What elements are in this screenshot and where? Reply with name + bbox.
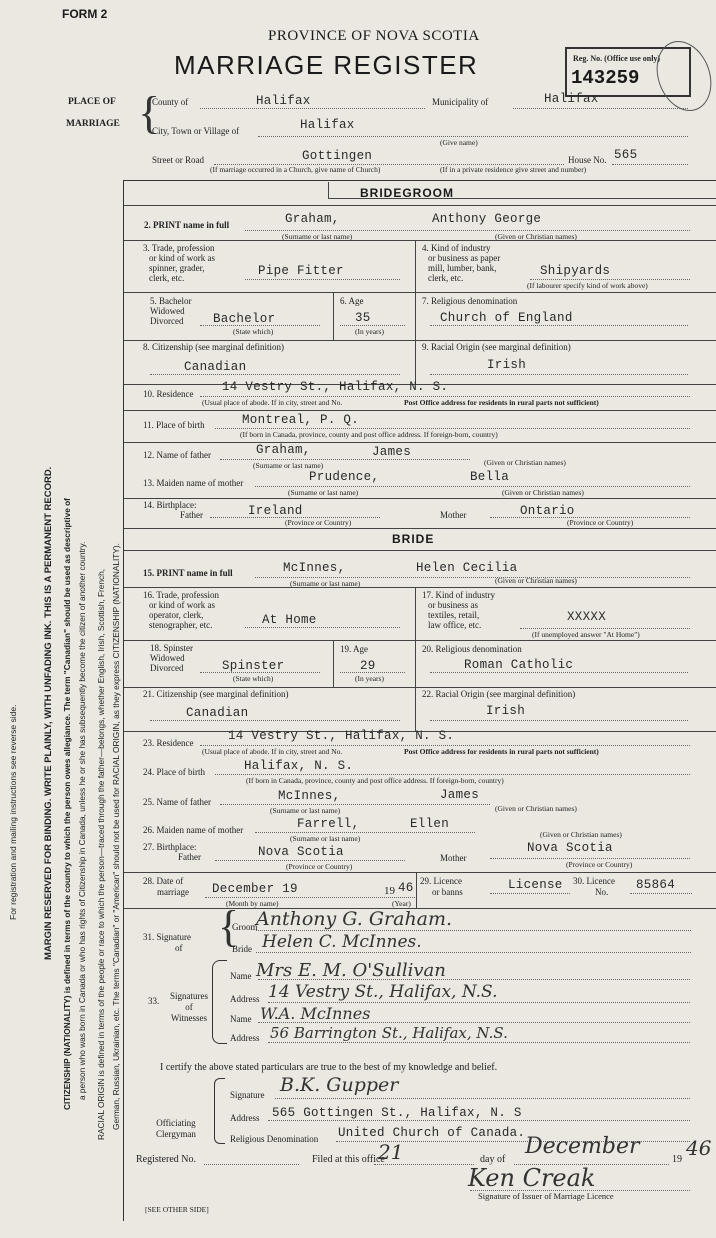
bride-given-note: (Given or Christian names) xyxy=(495,576,577,585)
groom-father-given-note: (Given or Christian names) xyxy=(484,458,566,467)
bride-residence-label: 23. Residence xyxy=(143,738,194,748)
issuer-signature: Ken Creak xyxy=(468,1164,596,1192)
licence-number: 85864 xyxy=(636,878,676,892)
bride-residence-note-b: Post Office address for residents in rural parts not sufficient) xyxy=(404,747,599,756)
sig31-label xyxy=(143,932,191,954)
officiating-label xyxy=(156,1118,196,1140)
registered-no-label: Registered No. xyxy=(136,1154,196,1165)
licence-no-label-1: 30. Licence xyxy=(573,876,615,886)
marriage-year: 46 xyxy=(398,881,414,895)
bride-bp-father-note: (Province or Country) xyxy=(286,862,353,871)
groom-trade: Pipe Fitter xyxy=(258,264,344,278)
groom-industry-label-4: clerk, etc. xyxy=(428,273,464,283)
bride-bp-father: Nova Scotia xyxy=(258,845,344,859)
bride-status-label-3: Divorced xyxy=(150,663,184,673)
witness1-name: Mrs E. M. O'Sullivan xyxy=(256,960,446,981)
bride-citizenship: Canadian xyxy=(186,706,249,720)
bride-mother-label: 26. Maiden name of mother xyxy=(143,825,244,835)
municipality-label: Municipality of xyxy=(432,97,489,107)
date-label xyxy=(143,876,189,898)
officiant-denom-label: Religious Denomination xyxy=(230,1134,319,1144)
groom-heading: BRIDEGROOM xyxy=(360,186,454,200)
sig33-label-3: Witnesses xyxy=(170,1013,208,1023)
bride-trade-label-4: stenographer, etc. xyxy=(149,620,213,630)
bride-citizenship-label: 21. Citizenship (see marginal definition) xyxy=(143,689,289,699)
groom-residence-note: (Usual place of abode. If in city, street and No. xyxy=(202,398,343,407)
w1-address-label: Address xyxy=(230,994,260,1004)
officiant-address-label: Address xyxy=(230,1113,260,1123)
bride-father-surname: McInnes, xyxy=(278,789,341,803)
w1-name-label: Name xyxy=(230,971,252,981)
groom-citizenship: Canadian xyxy=(184,360,247,374)
bride-religion-label: 20. Religious denomination xyxy=(422,644,522,654)
house-value: 565 xyxy=(614,148,638,162)
sig33-label-2: of xyxy=(185,1002,193,1012)
groom-father-surname: Graham, xyxy=(256,443,311,457)
officiant-signature: B.K. Gupper xyxy=(280,1074,399,1096)
groom-sig-label: Groom xyxy=(232,922,258,932)
bride-print-label: 15. PRINT name in full xyxy=(143,568,233,578)
bride-father-label: 25. Name of father xyxy=(143,797,211,807)
bride-trade: At Home xyxy=(262,613,317,627)
marriage-year-prefix: 19 xyxy=(384,885,395,897)
groom-age-label: 6. Age xyxy=(340,296,364,306)
bride-status-label-1: 18. Spinster xyxy=(150,643,194,653)
groom-religion: Church of England xyxy=(440,311,573,325)
groom-bp-father-note: (Province or Country) xyxy=(285,518,352,527)
groom-industry-label-2: or business as paper xyxy=(428,253,501,263)
groom-in-years: (In years) xyxy=(355,327,384,336)
officiating-brace xyxy=(214,1078,225,1144)
groom-birthplace-label: 14. Birthplace: xyxy=(143,500,197,510)
groom-industry-label xyxy=(422,243,500,283)
bride-father-surname-note: (Surname or last name) xyxy=(270,806,341,815)
margin-instruction: For registration and mailing instructions see reverse side. xyxy=(8,704,18,920)
city-label: City, Town or Village of xyxy=(152,126,240,136)
sig33-label-1: Signatures xyxy=(170,991,208,1001)
bride-father-given-note: (Given or Christian names) xyxy=(495,804,577,813)
bride-bp-mother-note: (Province or Country) xyxy=(566,860,633,869)
bride-status-label xyxy=(150,643,193,673)
filed-year-prefix: 19 xyxy=(672,1154,682,1165)
bride-sig-label: Bride xyxy=(232,944,252,954)
filed-day-of-label: day of xyxy=(480,1154,506,1165)
sig31-label-1: 31. Signature xyxy=(143,932,191,942)
bride-residence-note: (Usual place of abode. If in city, street and No. xyxy=(202,747,343,756)
groom-state-which: (State which) xyxy=(233,327,274,336)
bride-father-given: James xyxy=(440,788,480,802)
bride-trade-label-3: operator, clerk, xyxy=(149,610,204,620)
groom-trade-label-4: clerk, etc. xyxy=(149,273,185,283)
groom-residence-note-b: Post Office address for residents in rural parts not sufficient) xyxy=(404,398,599,407)
groom-surname-note: (Surname or last name) xyxy=(282,232,353,241)
year-note: (Year) xyxy=(392,899,411,908)
place-brace: { xyxy=(138,87,161,138)
form-number: FORM 2 xyxy=(62,7,108,21)
officiating-label-2: Clergyman xyxy=(156,1129,196,1139)
bride-in-years: (In years) xyxy=(355,674,384,683)
groom-status-label-3: Divorced xyxy=(150,316,184,326)
groom-racial: Irish xyxy=(487,358,527,372)
street-note: (If marriage occurred in a Church, give name of Church) xyxy=(210,165,381,174)
groom-industry-note: (If labourer specify kind of work above) xyxy=(527,281,648,290)
sig33-label xyxy=(170,991,208,1024)
give-name-note: (Give name) xyxy=(440,138,478,147)
place-label-2: MARRIAGE xyxy=(66,119,120,129)
groom-father-label: 12. Name of father xyxy=(143,450,211,460)
filed-year: 46 xyxy=(686,1136,712,1160)
groom-bp-father-label: Father xyxy=(180,510,203,520)
filed-month: December xyxy=(525,1134,640,1159)
groom-religion-label: 7. Religious denomination xyxy=(422,296,518,306)
bride-age-label: 19. Age xyxy=(340,644,368,654)
groom-mother-label: 13. Maiden name of mother xyxy=(143,478,244,488)
groom-bp-father: Ireland xyxy=(248,504,303,518)
groom-signature: Anthony G. Graham. xyxy=(256,908,453,930)
licence-label-1: 29. Licence xyxy=(420,876,462,886)
groom-birth-label: 11. Place of birth xyxy=(143,420,205,430)
county-value: Halifax xyxy=(256,94,311,108)
groom-bp-mother-label: Mother xyxy=(440,510,467,520)
witness2-address: 56 Barrington St., Halifax, N.S. xyxy=(270,1024,508,1042)
groom-industry: Shipyards xyxy=(540,264,611,278)
bride-industry-label-3: textiles, retail, xyxy=(428,610,480,620)
officiating-label-1: Officiating xyxy=(156,1118,196,1128)
licence-label-2: or banns xyxy=(432,887,463,897)
bride-bp-mother-label: Mother xyxy=(440,853,467,863)
groom-status: Bachelor xyxy=(213,312,276,326)
groom-bp-mother-note: (Province or Country) xyxy=(567,518,634,527)
bride-racial-label: 22. Racial Origin (see marginal definition) xyxy=(422,689,576,699)
bride-surname: McInnes, xyxy=(283,561,346,575)
groom-racial-label: 9. Racial Origin (see marginal definition) xyxy=(422,342,571,352)
bride-bp-father-label: Father xyxy=(178,852,201,862)
groom-residence: 14 Vestry St., Halifax, N. S. xyxy=(222,380,449,394)
province-title: PROVINCE OF NOVA SCOTIA xyxy=(268,28,480,44)
witness2-name: W.A. McInnes xyxy=(260,1004,371,1023)
bride-status-label-2: Widowed xyxy=(150,653,185,663)
reg-no: 143259 xyxy=(571,67,640,89)
bride-birth: Halifax, N. S. xyxy=(244,759,354,773)
w2-address-label: Address xyxy=(230,1033,260,1043)
groom-age: 35 xyxy=(355,311,371,325)
bride-industry-label-2: or business as xyxy=(428,600,478,610)
bride-age: 29 xyxy=(360,659,376,673)
certify-text: I certify the above stated particulars are true to the best of my knowledge and belief. xyxy=(160,1062,498,1073)
groom-given-note: (Given or Christian names) xyxy=(495,232,577,241)
bride-residence: 14 Vestry St., Halifax, N. S. xyxy=(228,729,455,743)
groom-trade-label xyxy=(143,243,215,283)
officiant-sig-label: Signature xyxy=(230,1090,265,1100)
filed-label: Filed at this office xyxy=(312,1154,385,1165)
groom-given: Anthony George xyxy=(432,212,542,226)
house-label: House No. xyxy=(568,155,607,165)
house-note: (If in a private residence give street and number) xyxy=(440,165,587,174)
margin-racial-def-2: German, Russian, Ukrainian, etc. The terms "Canadian" or "American" should not be used for RACIAL ORIGIN, as they express CITIZENSHIP (NATIONALITY). xyxy=(111,543,121,1130)
groom-industry-label-1: 4. Kind of industry xyxy=(422,243,491,253)
filed-day: 21 xyxy=(378,1140,404,1164)
marriage-month-day: December 19 xyxy=(212,882,298,896)
officiant-denomination: United Church of Canada. xyxy=(338,1126,526,1140)
licence-label xyxy=(420,876,463,898)
bride-industry: XXXXX xyxy=(567,610,607,624)
street-value: Gottingen xyxy=(302,149,373,163)
bride-industry-label-1: 17. Kind of industry xyxy=(422,590,495,600)
street-label: Street or Road xyxy=(152,155,204,165)
groom-birth-note: (If born in Canada, province, county and post office address. If foreign-born, country) xyxy=(240,430,498,439)
groom-birth: Montreal, P. Q. xyxy=(242,413,360,427)
witness1-address: 14 Vestry St., Halifax, N.S. xyxy=(268,982,498,1002)
bride-state-which: (State which) xyxy=(233,674,274,683)
issuer-label: Signature of Issuer of Marriage Licence xyxy=(478,1191,614,1201)
margin-citizenship-def-2: a person who was born in Canada or who has rights of Citizenship in Canada, unless he or she has subsequently become the citizen of another country. xyxy=(77,541,87,1100)
bride-birthplace-label: 27. Birthplace: xyxy=(143,842,197,852)
sig31-label-2: of xyxy=(175,943,183,953)
groom-status-label-1: 5. Bachelor xyxy=(150,296,192,306)
bride-mother-surname: Farrell, xyxy=(297,817,360,831)
bride-surname-note: (Surname or last name) xyxy=(290,579,361,588)
date-label-2: marriage xyxy=(157,887,189,897)
bride-trade-label-2: or kind of work as xyxy=(149,600,215,610)
groom-industry-label-3: mill, lumber, bank, xyxy=(428,263,497,273)
groom-mother-given: Bella xyxy=(470,470,510,484)
bride-trade-label xyxy=(143,590,219,630)
groom-mother-given-note: (Given or Christian names) xyxy=(502,488,584,497)
margin-racial-def: RACIAL ORIGIN is defined in terms of the people or race to which the person—traced through the father—belongs, whether English, Irish, Scottish, French, xyxy=(96,568,106,1140)
groom-status-label-2: Widowed xyxy=(150,306,185,316)
groom-print-label-text: 2. PRINT name in full xyxy=(144,220,230,230)
groom-mother-surname-note: (Surname or last name) xyxy=(288,488,359,497)
bride-mother-given-note: (Given or Christian names) xyxy=(540,830,622,839)
municipality-value: Halifax xyxy=(544,92,599,106)
bride-industry-note: (If unemployed answer "At Home") xyxy=(532,630,640,639)
officiant-address: 565 Gottingen St., Halifax, N. S xyxy=(272,1106,522,1120)
bride-trade-label-1: 16. Trade, profession xyxy=(143,590,219,600)
groom-trade-label-2: or kind of work as xyxy=(149,253,215,263)
page-title: MARRIAGE REGISTER xyxy=(174,50,479,80)
groom-father-given: James xyxy=(372,445,412,459)
bride-heading: BRIDE xyxy=(392,532,435,546)
sig33-number: 33. xyxy=(148,996,160,1006)
date-label-1: 28. Date of xyxy=(143,876,184,886)
bride-bp-mother: Nova Scotia xyxy=(527,841,613,855)
see-other-side: [SEE OTHER SIDE] xyxy=(145,1205,209,1214)
city-value: Halifax xyxy=(300,118,355,132)
groom-surname: Graham, xyxy=(285,212,340,226)
date-note: (Month by name) xyxy=(226,899,279,908)
bride-racial: Irish xyxy=(486,704,526,718)
licence-type: License xyxy=(508,878,563,892)
bride-mother-given: Ellen xyxy=(410,817,450,831)
bride-religion: Roman Catholic xyxy=(464,658,574,672)
groom-father-surname-note: (Surname or last name) xyxy=(253,461,324,470)
groom-residence-label: 10. Residence xyxy=(143,389,194,399)
county-label: County of xyxy=(152,97,189,107)
bride-birth-label: 24. Place of birth xyxy=(143,767,205,777)
groom-citizenship-label: 8. Citizenship (see marginal definition) xyxy=(143,342,285,352)
margin-binding-note: MARGIN RESERVED FOR BINDING. WRITE PLAINLY, WITH UNFADING INK. THIS IS A PERMANENT RECORD. xyxy=(43,466,54,960)
bride-signature: Helen C. McInnes. xyxy=(262,932,422,952)
groom-trade-label-3: spinner, grader, xyxy=(149,263,205,273)
place-label: PLACE OF xyxy=(68,97,116,107)
bride-mother-surname-note: (Surname or last name) xyxy=(290,834,361,843)
groom-status-label xyxy=(150,296,191,326)
margin-citizenship-def: CITIZENSHIP (NATIONALITY) is defined in terms of the country to which the person owes allegiance. The term "Canadian" should be used as descriptive of xyxy=(62,498,72,1110)
reg-no-label: Reg. No. (Office use only) xyxy=(573,54,661,63)
groom-bp-mother: Ontario xyxy=(520,504,575,518)
bride-status: Spinster xyxy=(222,659,285,673)
bride-industry-label-4: law office, etc. xyxy=(428,620,482,630)
licence-no-label xyxy=(573,876,615,898)
groom-trade-label-1: 3. Trade, profession xyxy=(143,243,215,253)
bride-given: Helen Cecilia xyxy=(416,561,518,575)
licence-no-label-2: No. xyxy=(595,887,609,897)
groom-mother-surname: Prudence, xyxy=(309,470,380,484)
groom-print-label xyxy=(144,220,229,230)
witness-brace xyxy=(212,960,227,1044)
sig-brace: { xyxy=(218,902,240,951)
bride-industry-label xyxy=(422,590,495,630)
bride-birth-note: (If born in Canada, province, county and post office address. If foreign-born, country) xyxy=(246,776,504,785)
w2-name-label: Name xyxy=(230,1014,252,1024)
